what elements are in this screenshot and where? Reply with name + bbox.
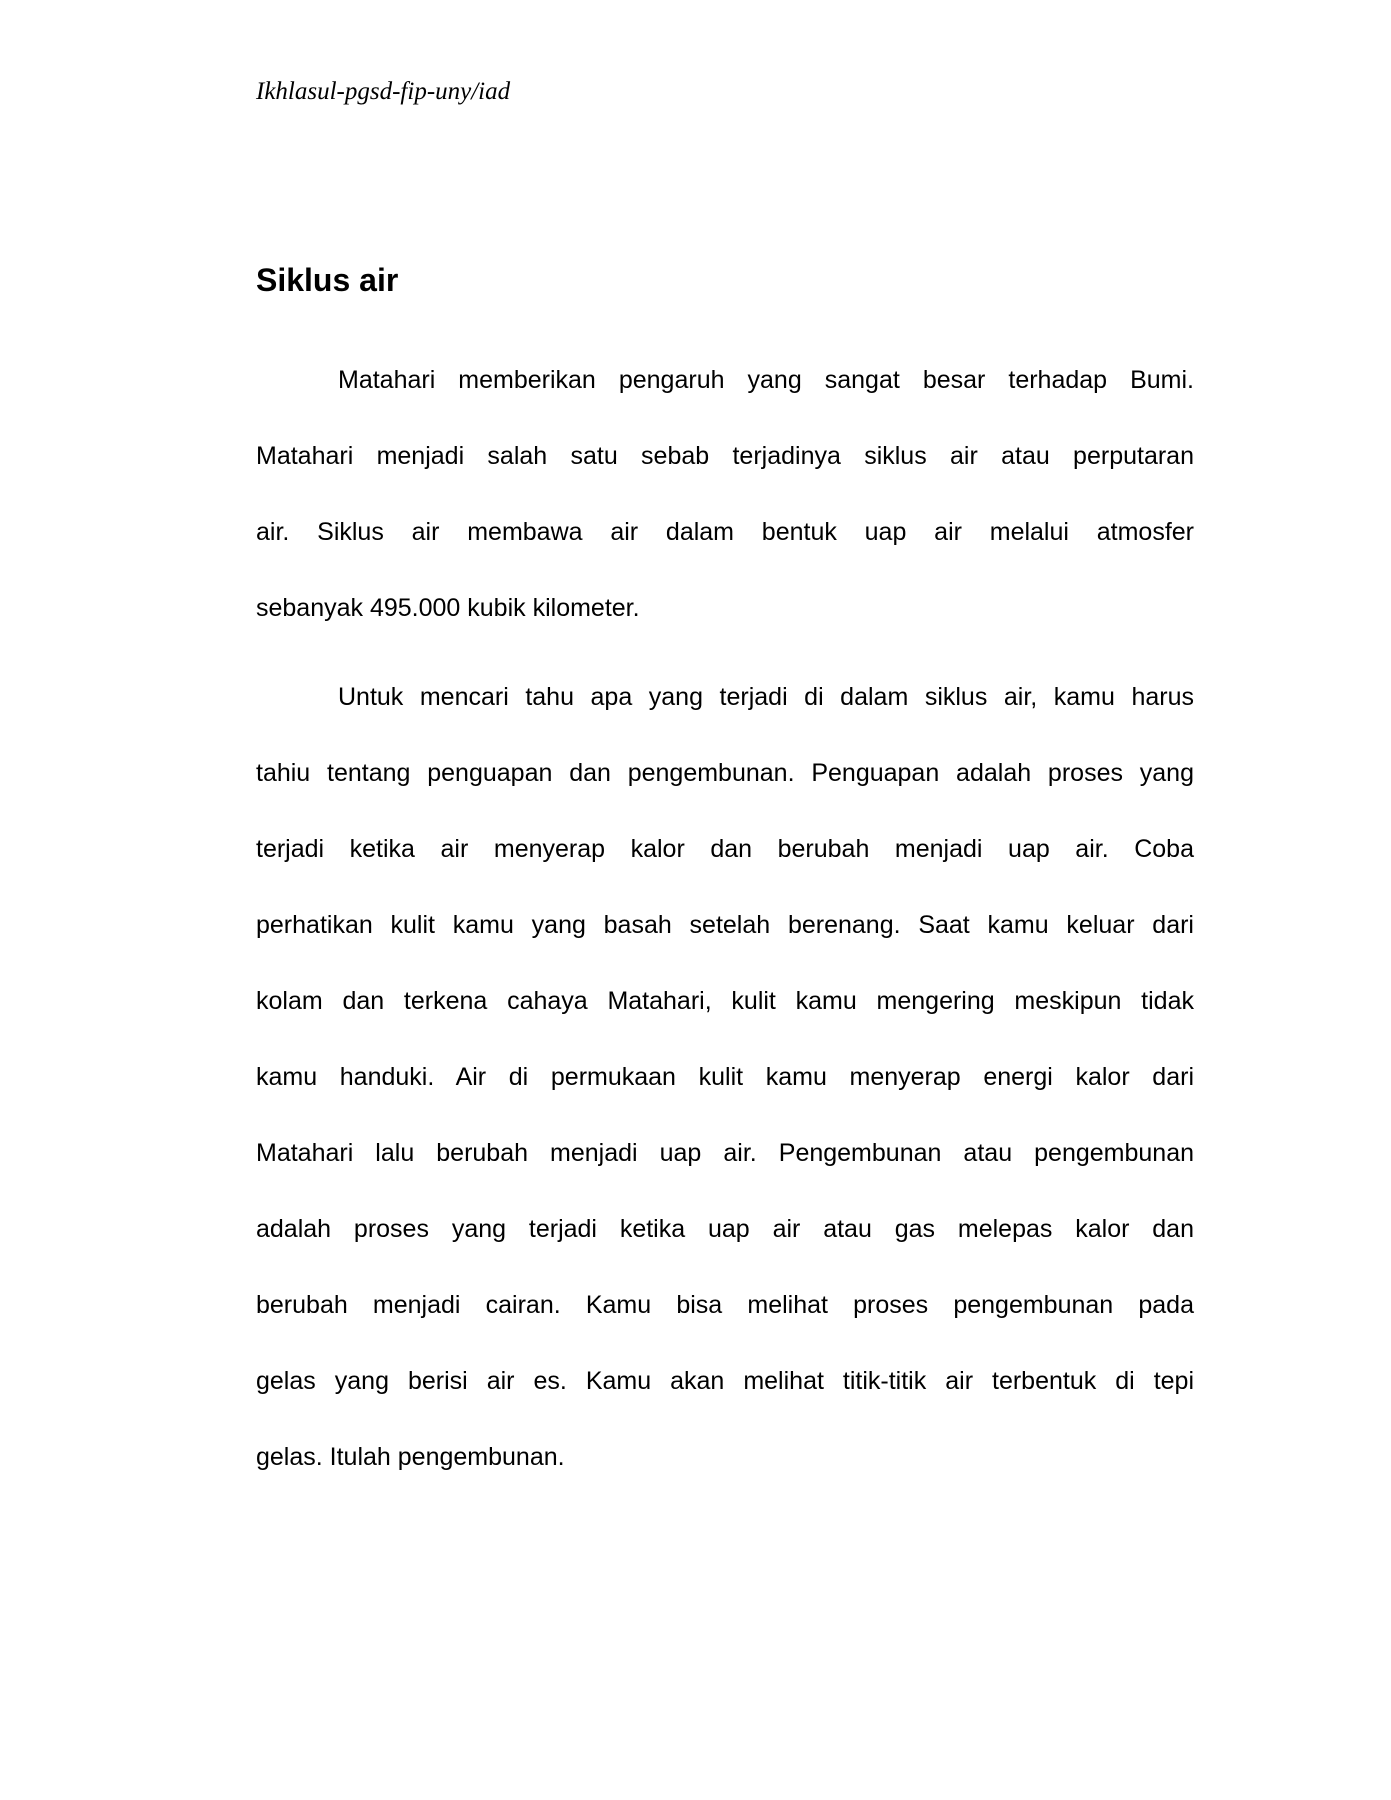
text-line: terjadi ketika air menyerap kalor dan berubah menjadi uap air. Coba <box>256 835 1194 863</box>
text-line: tahiu tentang penguapan dan pengembunan. Penguapan adalah proses yang <box>256 759 1194 787</box>
text-line: Untuk mencari tahu apa yang terjadi di dalam siklus air, kamu harus <box>338 683 1194 711</box>
document-body <box>256 342 1194 1508</box>
paragraph <box>256 342 1194 646</box>
paragraph <box>256 659 1194 1495</box>
text-line: gelas. Itulah pengembunan. <box>256 1443 565 1471</box>
text-line: adalah proses yang terjadi ketika uap air atau gas melepas kalor dan <box>256 1215 1194 1243</box>
text-line: gelas yang berisi air es. Kamu akan melihat titik-titik air terbentuk di tepi <box>256 1367 1194 1395</box>
text-line: sebanyak 495.000 kubik kilometer. <box>256 594 640 622</box>
text-line: Matahari menjadi salah satu sebab terjadinya siklus air atau perputaran <box>256 442 1194 470</box>
text-line: Matahari memberikan pengaruh yang sangat besar terhadap Bumi. <box>338 366 1194 394</box>
page-header: Ikhlasul-pgsd-fip-uny/iad <box>256 78 511 105</box>
text-line: kamu handuki. Air di permukaan kulit kamu menyerap energi kalor dari <box>256 1063 1194 1091</box>
text-line: kolam dan terkena cahaya Matahari, kulit kamu mengering meskipun tidak <box>256 987 1194 1015</box>
text-line: air. Siklus air membawa air dalam bentuk uap air melalui atmosfer <box>256 518 1194 546</box>
text-line: perhatikan kulit kamu yang basah setelah berenang. Saat kamu keluar dari <box>256 911 1194 939</box>
section-title: Siklus air <box>256 262 399 298</box>
text-line: Matahari lalu berubah menjadi uap air. Pengembunan atau pengembunan <box>256 1139 1194 1167</box>
text-line: berubah menjadi cairan. Kamu bisa melihat proses pengembunan pada <box>256 1291 1194 1319</box>
